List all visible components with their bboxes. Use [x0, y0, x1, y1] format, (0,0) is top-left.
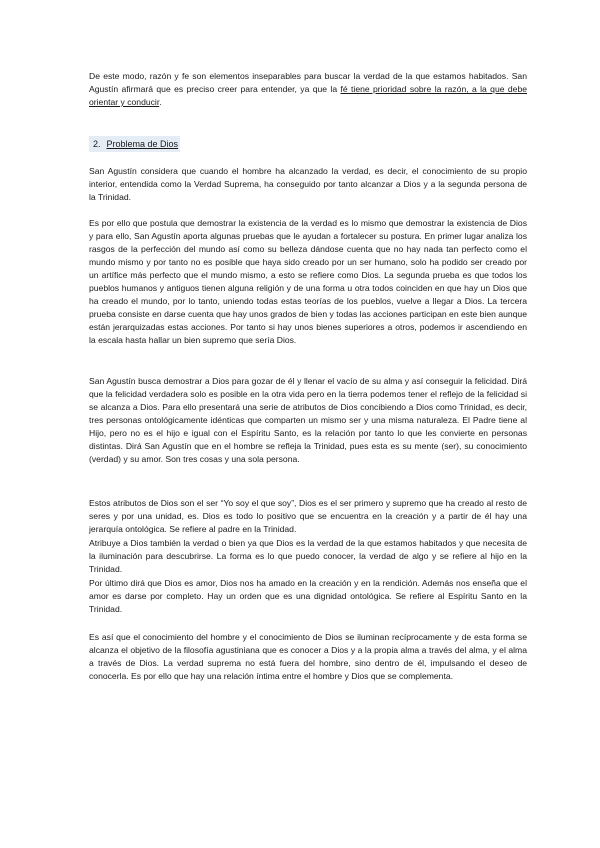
- paragraph-5: Atribuye a Dios también la verdad o bien ya que Dios es la verdad de la que estamos habitados y que necesita de la iluminación para descubrirse. La forma es lo que puedo conocer, la verdad de algo y se refiere al hijo en la Trinidad.: [89, 538, 527, 574]
- paragraph-6: Por último dirá que Dios es amor, Dios nos ha amado en la creación y en la rendición. Además nos enseña que el amor es darse por completo. Hay un orden que es una dignidad ontológica. Se refiere al Espíritu Santo en la Trinidad.: [89, 578, 527, 614]
- paragraph-1: San Agustín considera que cuando el hombre ha alcanzado la verdad, es decir, el conocimiento de su propio interior, entendida como la Verdad Suprema, ha conseguido por tanto alcanzar a Dios y a la segunda persona de la Trinidad.: [89, 166, 527, 202]
- intro-paragraph: [89, 70, 527, 109]
- intro-underlined-text: fé tiene prioridad sobre la razón, a la que debe orientar y conducir: [89, 84, 527, 107]
- paragraph-3: San Agustín busca demostrar a Dios para gozar de él y llenar el vacío de su alma y así conseguir la felicidad. Dirá que la felicidad verdadera solo es posible en la otra vida pero en la tierra podemos tener el reflejo de la felicidad si se alcanza a Dios. Para ello presentará una serie de atributos de Dios concibiendo a Dios como Trinidad, es decir, tres personas ontológicamente idénticas que comparten un mismo ser y una misma naturaleza. El Padre tiene al Hijo, pero no es el hijo e igual con el Espíritu Santo, es la relación por tanto lo que les convierte en personas distintas. Dirá San Agustín que en el hombre se refleja la Trinidad, pues esta es su mente (ser), su conocimiento (verdad) y su amor. Son tres cosas y una sola persona.: [89, 376, 527, 464]
- intro-text-end: .: [159, 97, 162, 107]
- section-title: Problema de Dios: [106, 138, 179, 149]
- section-number: 2.: [93, 138, 101, 149]
- paragraph-2: Es por ello que postula que demostrar la existencia de la verdad es lo mismo que demostrar la existencia de Dios y para ello, San Agustín aporta algunas pruebas que le ayudan a fortalecer su postura. En primer lugar analiza los rasgos de la perfección del mundo así como su belleza dándose cuenta que no hay nada tan perfecto como el mundo mismo y por tanto no es posible que haya sido creado por un ser humano, solo ha podido ser creado por un artífice más perfecto que el mundo mismo, a esto se refiere como Dios. La segunda prueba es que todos los pueblos humanos y antiguos tienen alguna religión y de una forma u otra todos coinciden en que hay un Dios que ha creado el mundo, por lo tanto, uniendo todas estas teorías de los pueblos, vuelve a llegar a Dios. La tercera prueba consiste en darse cuenta que hay unos grados de bien y todas las acciones participan en este bien aunque están jerarquizadas estas acciones. Por tanto si hay unos bienes superiores a otros, podemos ir ascendiendo en la escala hasta hallar un bien supremo que sería Dios.: [89, 218, 527, 345]
- intro-text: De este modo, razón y fe son elementos inseparables para buscar la verdad de la que estamos habitados. San Agustín afirmará que es preciso creer para entender, ya que la: [89, 71, 527, 94]
- section-heading: [89, 136, 180, 152]
- paragraph-4: Estos atributos de Dios son el ser “Yo soy el que soy”, Dios es el ser primero y supremo que ha creado al resto de seres y por una unidad, es. Dios es todo lo positivo que se encuentra en la creación y a partir de él hay una jerarquía ontológica. Se refiere al padre en la Trinidad.: [89, 498, 527, 534]
- paragraph-7: Es así que el conocimiento del hombre y el conocimiento de Dios se iluminan recíprocamente y de esta forma se alcanza el objetivo de la filosofía agustiniana que es conocer a Dios y a la propia alma a través del alma, y el alma a través de Dios. La verdad suprema no está fuera del hombre, sino dentro de él, impulsando el deseo de conocerla. Es por ello que hay una relación íntima entre el hombre y Dios que se complementa.: [89, 632, 527, 681]
